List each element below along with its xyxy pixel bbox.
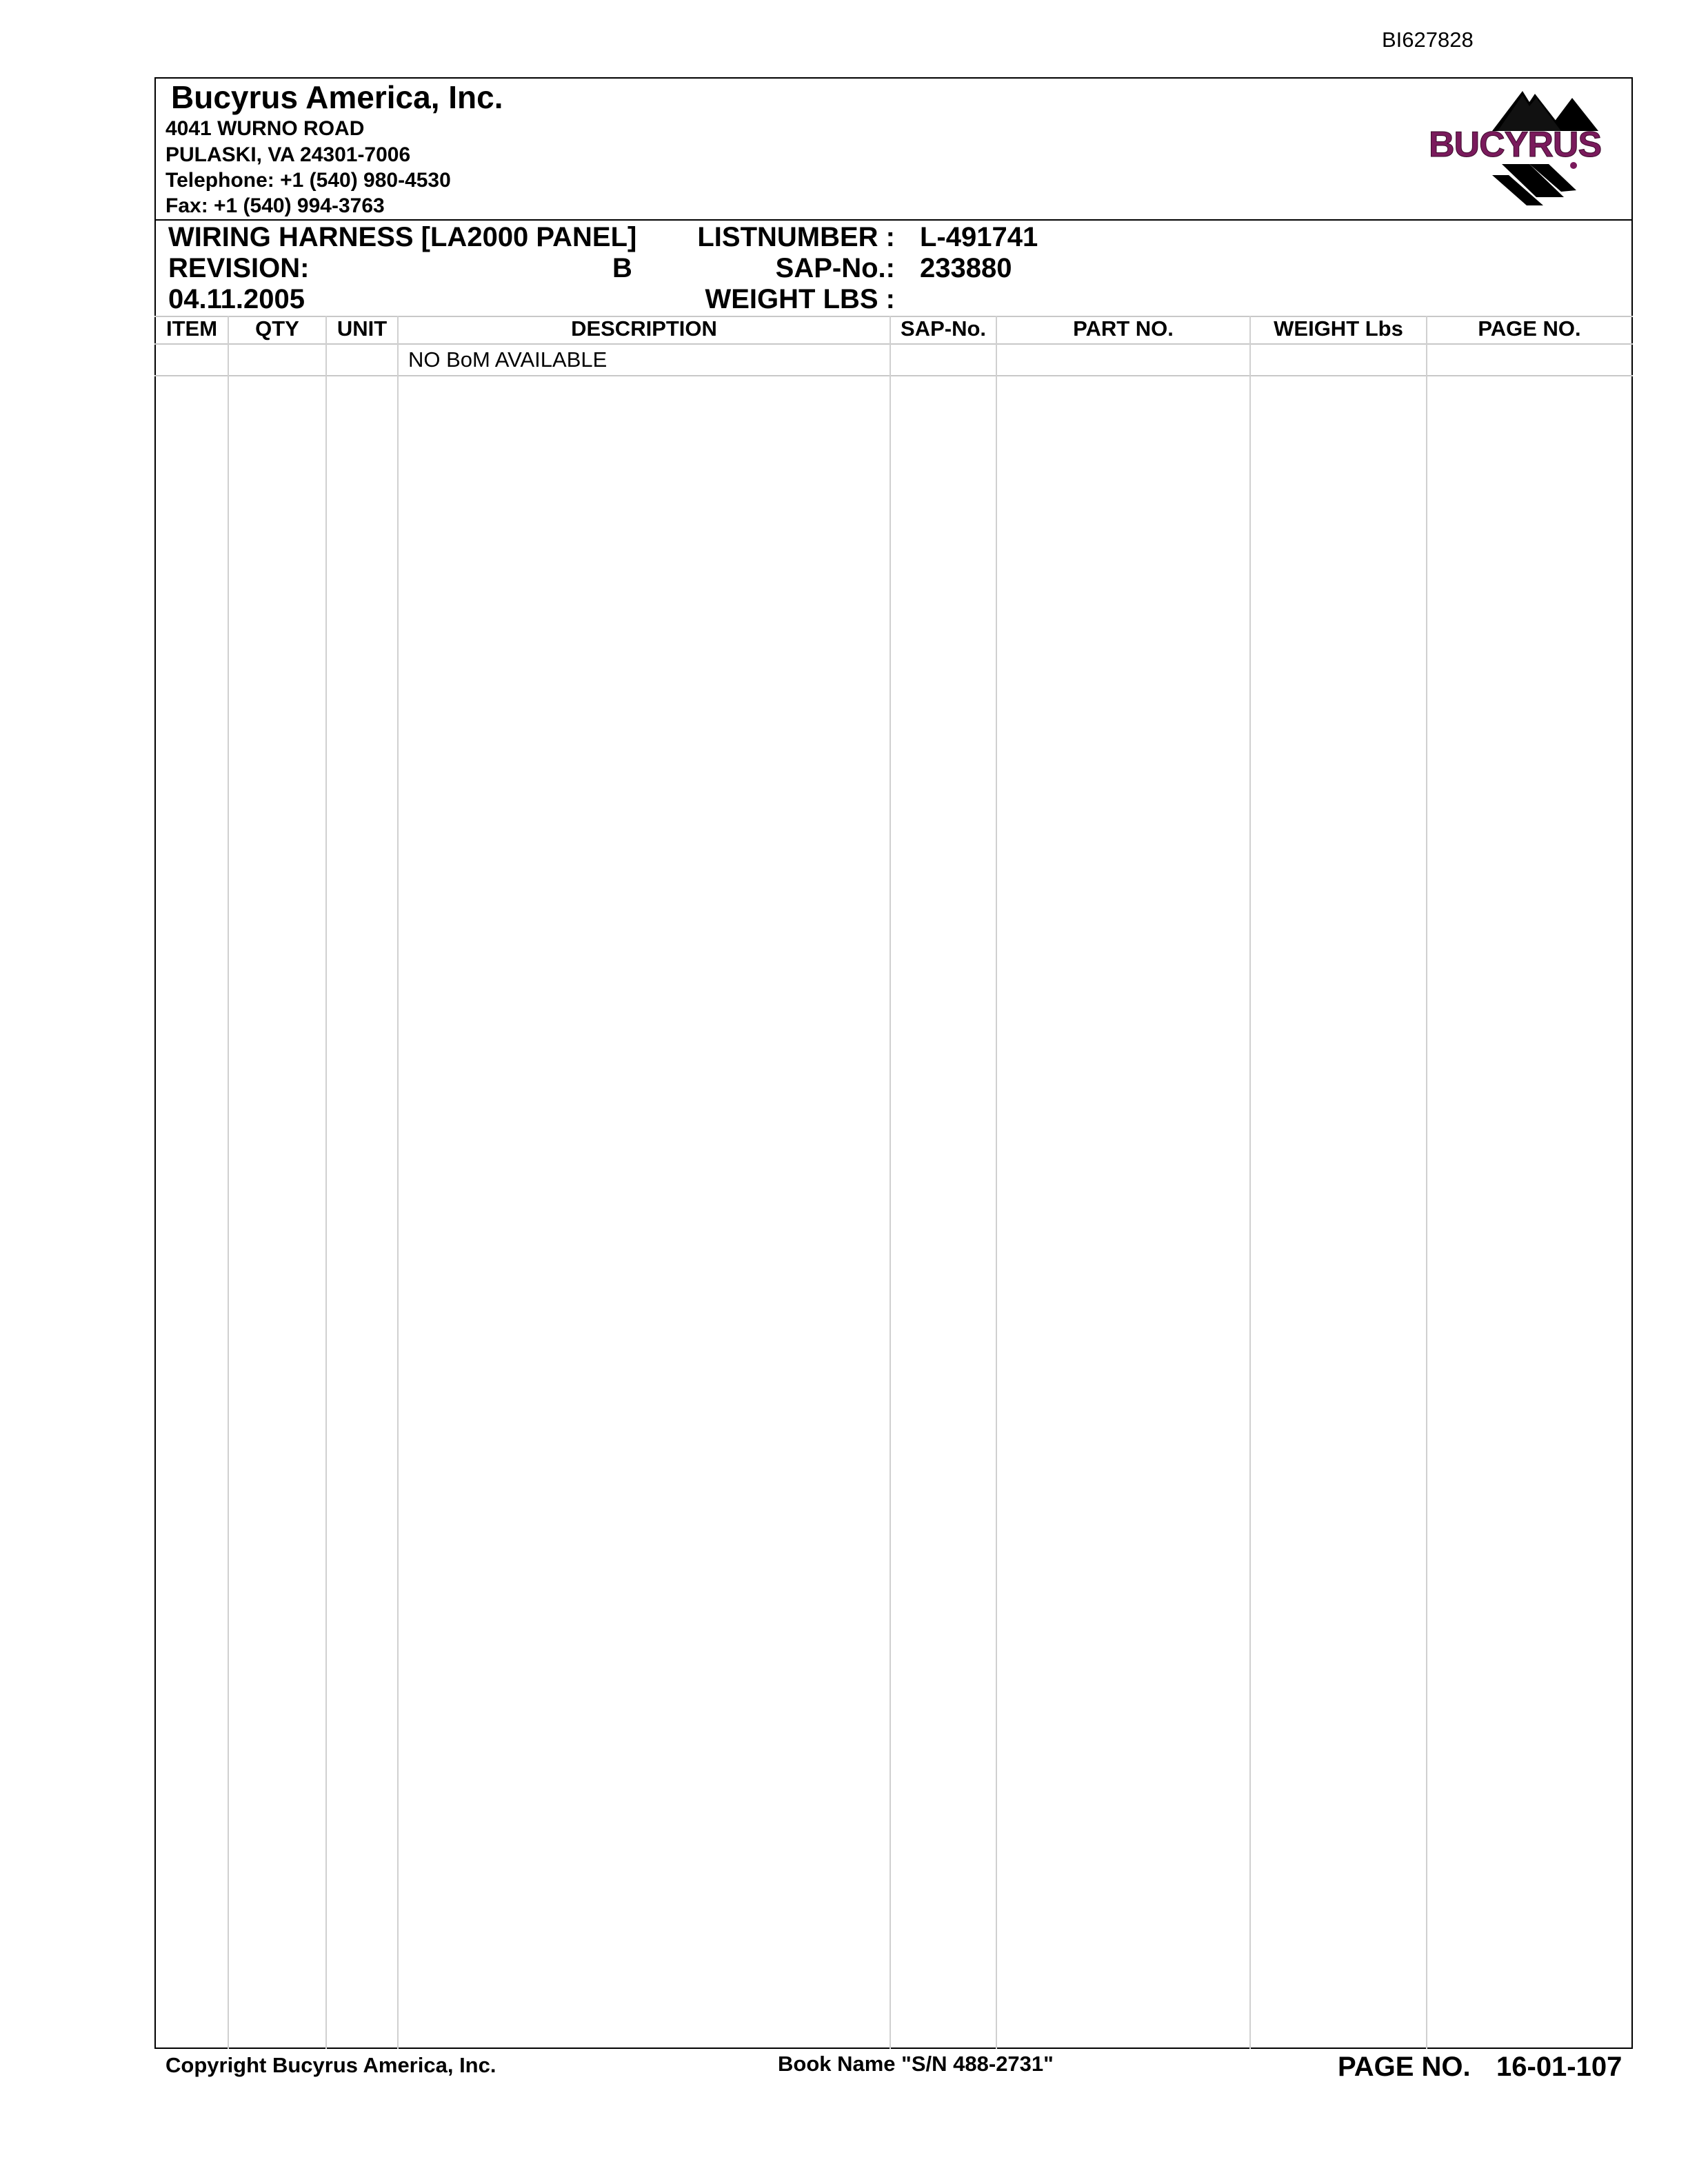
document-date: 04.11.2005: [168, 284, 305, 314]
table-header-bottom: [154, 343, 1633, 345]
logo-text: BUCYRUS: [1429, 125, 1602, 165]
company-name: Bucyrus America, Inc.: [171, 79, 503, 115]
column-divider: [996, 316, 997, 2049]
column-header-item: ITEM: [165, 316, 218, 341]
company-fax: Fax: +1 (540) 994-3763: [165, 194, 385, 217]
company-address-line1: 4041 WURNO ROAD: [165, 117, 365, 140]
column-header-description: DESCRIPTION: [571, 316, 717, 341]
column-header-unit: UNIT: [336, 316, 388, 341]
column-divider: [325, 316, 327, 2049]
table-row-part: [1001, 346, 1245, 374]
company-address-line2: PULASKI, VA 24301-7006: [165, 143, 411, 166]
column-header-sap: SAP-No.: [901, 316, 986, 341]
footer-page-number: 16-01-107: [1496, 2052, 1622, 2082]
listnumber-value: L-491741: [920, 222, 1038, 252]
table-row-description: NO BoM AVAILABLE: [408, 347, 607, 372]
footer-page-label: PAGE NO.: [1338, 2052, 1471, 2082]
column-divider: [1249, 316, 1251, 2049]
column-header-page: PAGE NO.: [1478, 316, 1581, 341]
footer-book-name: Book Name "S/N 488-2731": [778, 2052, 1054, 2076]
company-telephone: Telephone: +1 (540) 980-4530: [165, 169, 451, 192]
document-id: BI627828: [1382, 28, 1474, 52]
table-row-page: [1431, 346, 1629, 374]
document-title: WIRING HARNESS [LA2000 PANEL]: [168, 222, 637, 252]
sap-label: SAP-No.:: [775, 253, 895, 283]
column-header-weight: WEIGHT Lbs: [1274, 316, 1403, 341]
column-header-qty: QTY: [255, 316, 299, 341]
table-row-bottom: [154, 375, 1633, 376]
table-row-qty: [233, 346, 323, 374]
footer-copyright: Copyright Bucyrus America, Inc.: [165, 2053, 496, 2077]
sap-value: 233880: [920, 253, 1012, 283]
column-divider: [228, 316, 229, 2049]
revision-value: B: [612, 253, 632, 283]
table-row-weight: [1255, 346, 1423, 374]
weight-label: WEIGHT LBS :: [705, 284, 895, 314]
bucyrus-logo: [1426, 88, 1622, 210]
header-divider: [154, 219, 1633, 221]
table-row-item: [160, 346, 226, 374]
column-divider: [397, 316, 399, 2049]
column-divider: [890, 316, 891, 2049]
table-row-unit: [331, 346, 394, 374]
table-row-sap: [895, 346, 992, 374]
column-header-part: PART NO.: [1073, 316, 1174, 341]
revision-label: REVISION:: [168, 253, 310, 283]
column-divider: [1426, 316, 1427, 2049]
listnumber-label: LISTNUMBER :: [697, 222, 895, 252]
